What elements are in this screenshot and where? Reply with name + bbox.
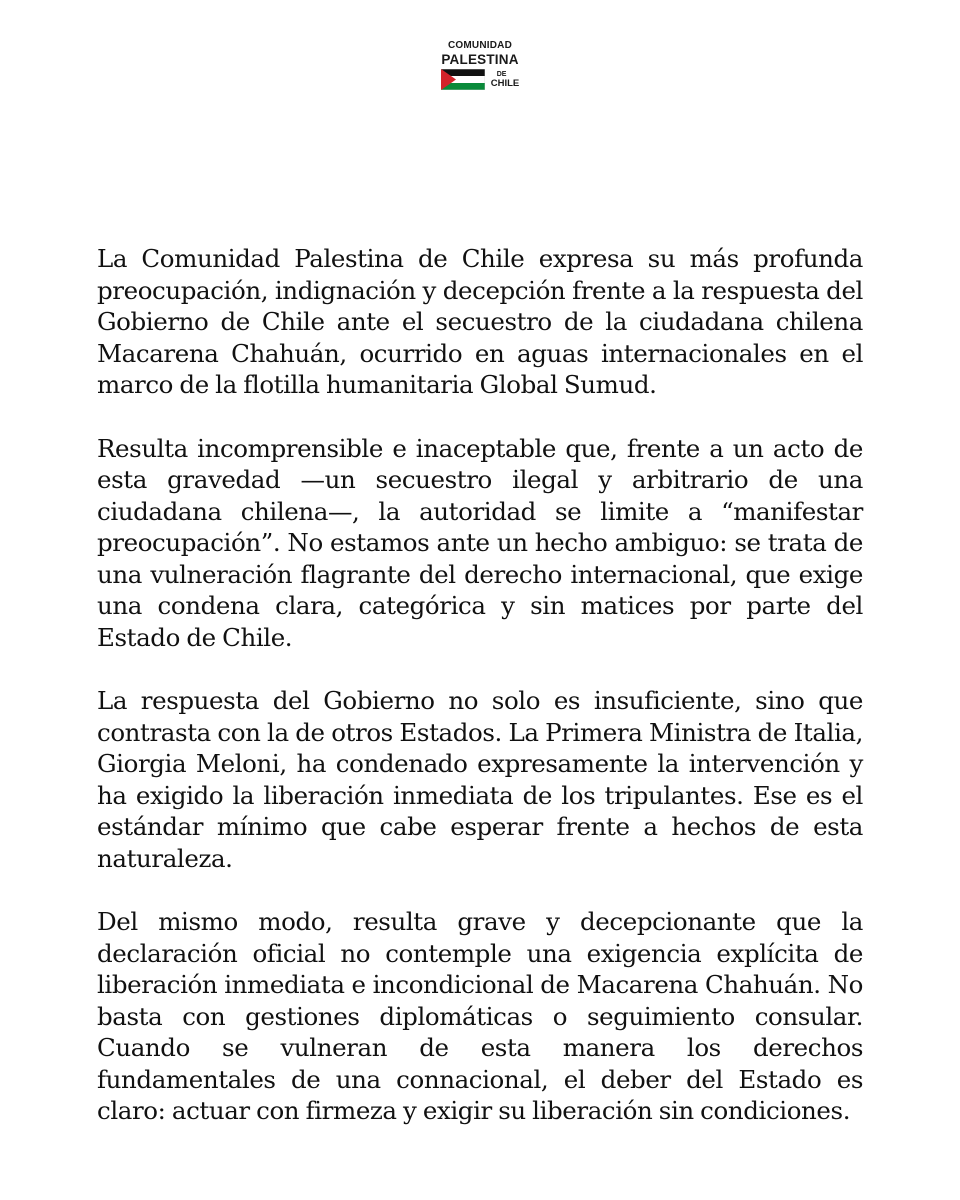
statement-body xyxy=(97,243,863,1159)
logo-text-palestina: PALESTINA xyxy=(441,52,519,67)
logo-text-de: DE xyxy=(496,71,507,78)
logo-text-chile: CHILE xyxy=(490,78,520,89)
logo-block xyxy=(432,40,528,90)
statement-paragraph-2: Resulta incomprensible e inaceptable que, frente a un acto de esta gravedad —un secuestro ilegal y arbitrario de una ciudadana chilena—, la autoridad se limite a “manifestar preocupación”. No estamos ante un hecho ambiguo: se trata de una vulneración flagrante del derecho internacional, que exige una condena clara, categórica y sin matices por parte del Estado de Chile. xyxy=(97,433,863,652)
statement-paragraph-4: Del mismo modo, resulta grave y decepcionante que la declaración oficial no contemple una exigencia explícita de liberación inmediata e incondicional de Macarena Chahuán. No basta con gestiones diplomáticas o seguimiento consular. Cuando se vulneran de esta manera los derechos fundamentales de una connacional, el deber del Estado es claro: actuar con firmeza y exigir su liberación sin condiciones. xyxy=(97,907,863,1125)
organization-logo xyxy=(0,40,960,90)
logo-subtext xyxy=(491,70,520,89)
statement-paragraph-1: La Comunidad Palestina de Chile expresa su más profunda preocupación, indignación y decepción frente a la respuesta del Gobierno de Chile ante el secuestro de la ciudadana chilena Macarena Chahuán, ocurrido en aguas internacionales en el marco de la flotilla humanitaria Global Sumud. xyxy=(97,244,863,399)
logo-text-comunidad: COMUNIDAD xyxy=(447,40,513,51)
logo-flag-row xyxy=(432,69,528,90)
palestinian-flag-icon xyxy=(441,69,485,90)
statement-paragraph-3: La respuesta del Gobierno no solo es insuficiente, sino que contrasta con la de otros Estados. La Primera Ministra de Italia, Giorgia Meloni, ha condenado expresamente la intervención y ha exigido la liberación inmediata de los tripulantes. Ese es el estándar mínimo que cabe esperar frente a hechos de esta naturaleza. xyxy=(97,686,863,873)
